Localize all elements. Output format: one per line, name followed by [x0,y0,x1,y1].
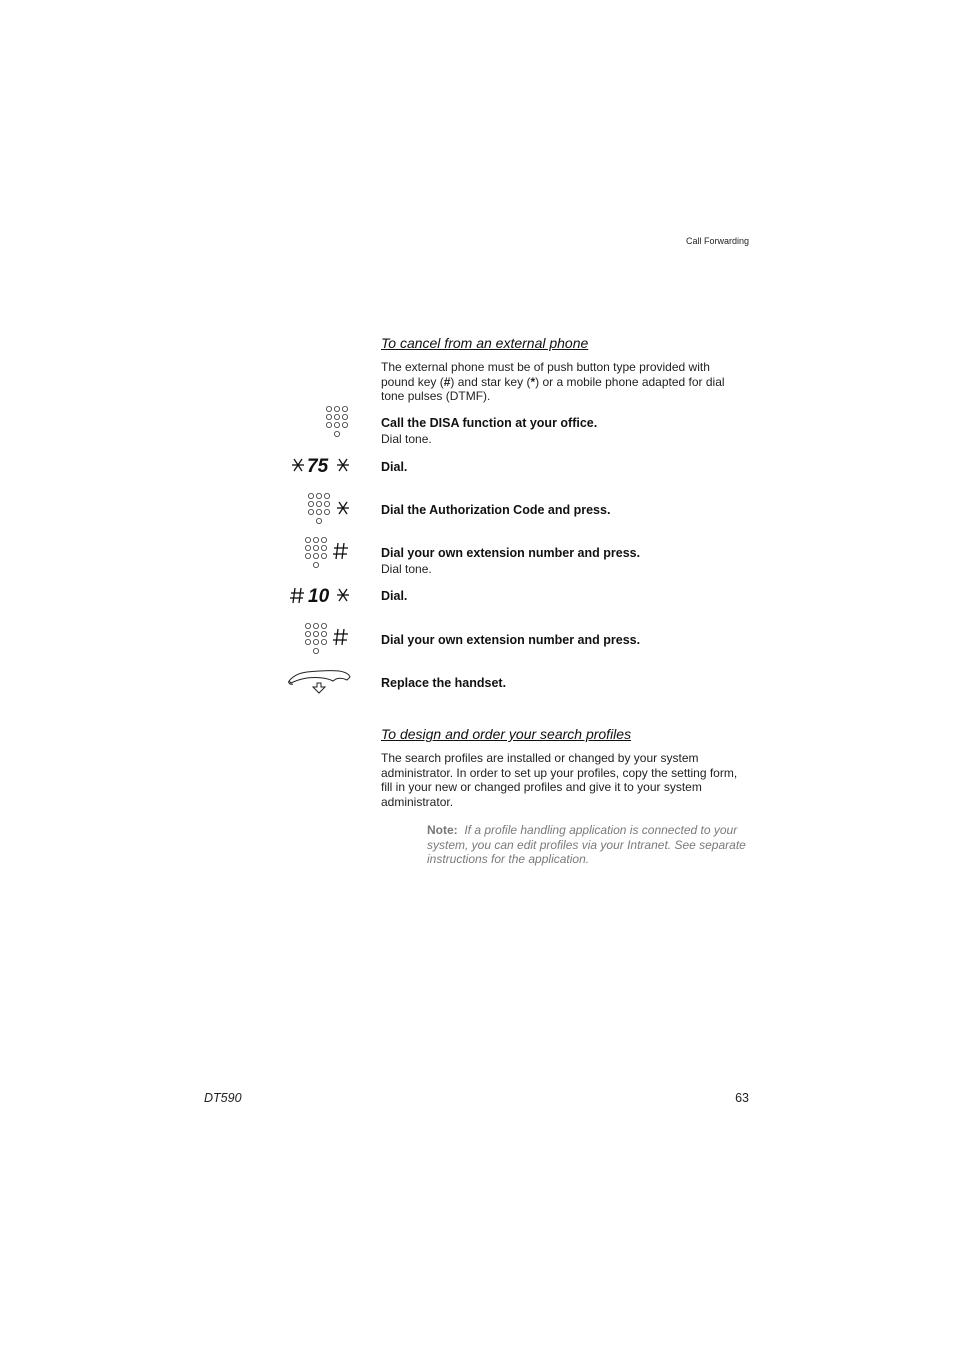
step-replace-handset: Replace the handset. [381,676,507,690]
keypad-pound-icon [303,535,351,571]
pound-10-star-code [289,585,352,605]
step-dial-tone-1: Dial tone. [381,432,432,446]
svg-text:10: 10 [308,586,330,605]
keypad-pound-icon [303,621,351,657]
intro-part3: ) and star key ( [450,374,531,389]
search-profiles-paragraph: The search profiles are installed or changed by your system administrator. In order to set up your profiles, copy the setting form, fill in your new or changed profiles and give it to your system administrator. [381,751,738,809]
step-dial-tone-2: Dial tone. [381,562,432,576]
step-dial-extension-2: Dial your own extension number and press. [381,633,641,647]
star-symbol: * [530,374,536,389]
note-label: Note: [427,823,458,837]
footer-model: DT590 [204,1091,242,1105]
keypad-icon [324,404,352,440]
footer-page-number: 63 [735,1091,749,1105]
star-75-star-code [290,455,352,475]
note-text: If a profile handling application is connected to your system, you can edit profiles via your Intranet. See separate instructions for the application. [427,823,746,866]
step-dial-extension-1: Dial your own extension number and press. [381,546,641,560]
intro-part1: The external phone must be of push button type provided with [381,360,710,374]
step-dial-2: Dial. [381,589,408,603]
keypad-star-icon [306,491,352,527]
note-block [427,823,757,867]
pound-symbol: # [443,374,451,389]
intro-paragraph [381,360,751,404]
section-title-cancel-external: To cancel from an external phone [381,335,589,351]
step-dial-1: Dial. [381,460,408,474]
intro-part4: ) or a mobile phone adapted for dial [535,374,725,389]
step-dial-auth-code: Dial the Authorization Code and press. [381,503,611,517]
intro-part5: tone pulses (DTMF). [381,389,491,403]
svg-text:75: 75 [307,456,329,475]
step-call-disa: Call the DISA function at your office. [381,416,598,430]
intro-part2: pound key ( [381,374,444,389]
section-title-search-profiles: To design and order your search profiles [381,726,632,742]
running-head: Call Forwarding [685,236,749,246]
handset-replace-icon [287,668,353,694]
